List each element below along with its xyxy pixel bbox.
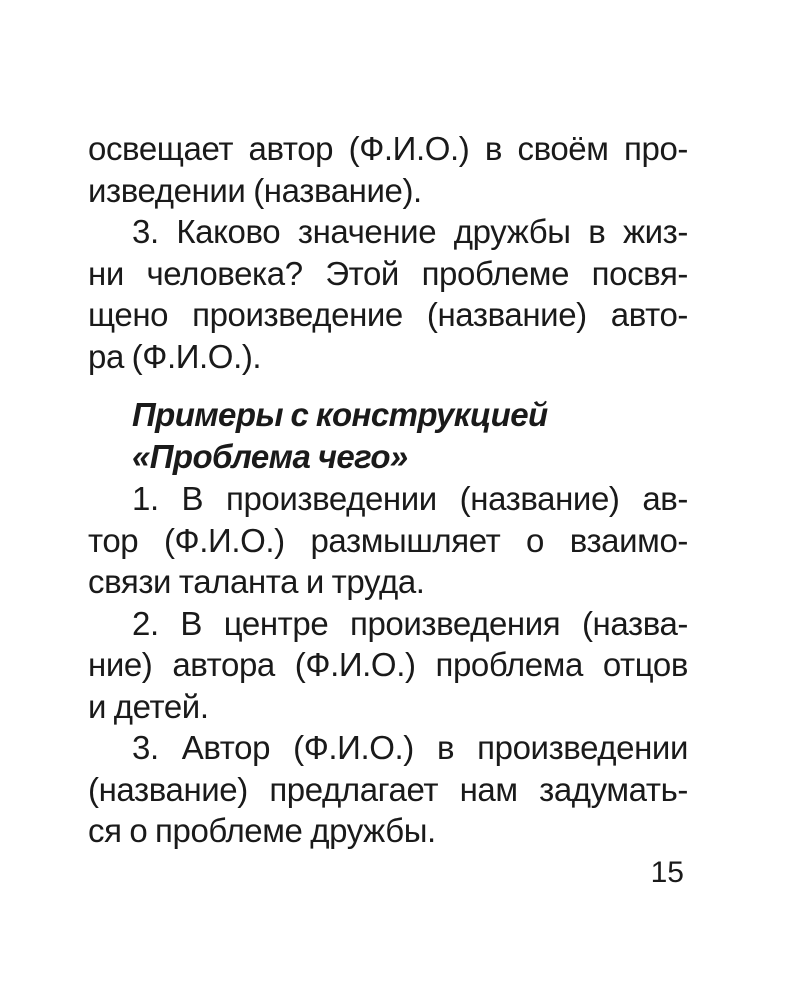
example-item-2 — [88, 603, 688, 728]
paragraph-item-3 — [88, 211, 688, 377]
text-line: (название) предлагает нам задумать- — [88, 770, 688, 808]
text-line: 2. В центре произведения (назва- — [132, 604, 688, 642]
text-line: 3. Каково значение дружбы в жиз- — [132, 213, 688, 250]
text-line: изведении (название). — [88, 171, 422, 209]
text-line: 1. В произведении (название) ав- — [132, 480, 688, 517]
text-line: связи таланта и труда. — [88, 563, 425, 600]
text-line: тор (Ф.И.О.) размышляет о взаимо- — [88, 521, 688, 559]
examples-block — [88, 478, 688, 852]
text-line: освещает автор (Ф.И.О.) в своём про- — [88, 130, 688, 167]
text-line: ни человека? Этой проблеме посвя- — [88, 254, 688, 292]
paragraph-continuation — [88, 128, 688, 211]
text-line: ся о проблеме дружбы. — [88, 812, 436, 849]
section-heading — [88, 394, 688, 477]
text-line: щено произведение (название) авто- — [88, 296, 688, 333]
top-text-block — [88, 128, 688, 377]
example-item-1 — [88, 478, 688, 603]
text-line: 3. Автор (Ф.И.О.) в произведении — [132, 729, 688, 766]
example-item-3 — [88, 727, 688, 852]
section-heading-line: «Проблема чего» — [132, 437, 408, 475]
text-line: ра (Ф.И.О.). — [88, 337, 262, 375]
text-line: и детей. — [88, 687, 209, 725]
text-line: ние) автора (Ф.И.О.) проблема отцов — [88, 646, 688, 683]
page-number: 15 — [650, 856, 684, 889]
section-heading-line: Примеры с конструкцией — [132, 396, 548, 433]
